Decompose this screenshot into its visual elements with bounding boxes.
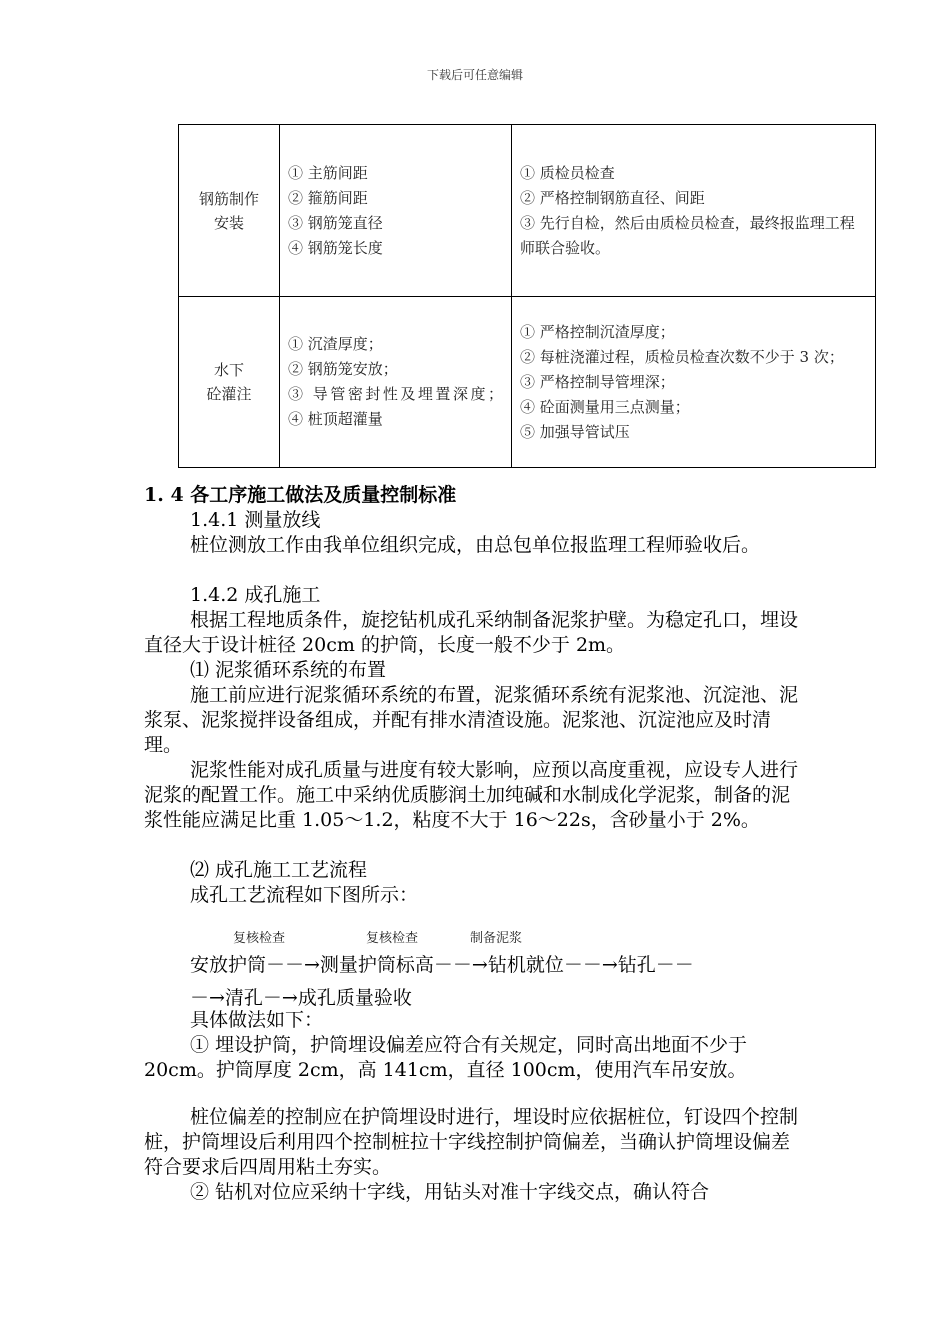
- control-measure: ⑤ 加强导管试压: [520, 422, 630, 441]
- control-measure: ④ 砼面测量用三点测量；: [520, 397, 690, 416]
- flow-label: 制备泥浆: [470, 931, 523, 946]
- process-name-line: 砼灌注: [206, 385, 252, 403]
- paragraph: 泥浆性能对成孔质量与进度有较大影响，应预以高度重视，应设专人进行泥浆的配置工作。施工中采纳优质膨润土加纯碱和水制成化学泥浆，制备的泥浆性能应满足比重 1.05～1.2，粘度不大于 16～22s，含砂量小于 2%。: [144, 759, 799, 831]
- subheading-drilling: 1.4.2 成孔施工: [190, 584, 321, 606]
- process-cell: [179, 125, 280, 297]
- process-name-line: 水下: [213, 361, 244, 379]
- paragraph: 具体做法如下：: [190, 1009, 324, 1031]
- control-item: ① 沉渣厚度；: [288, 335, 383, 353]
- process-flow-line: 安放护筒－－→测量护筒标高－－→钻机就位－－→钻孔－－: [190, 954, 694, 976]
- section-heading: 1. 4 各工序施工做法及质量控制标准: [144, 484, 457, 506]
- control-measure: ② 每桩浇灌过程，质检员检查次数不少于 3 次；: [520, 347, 844, 366]
- control-measure: ① 严格控制沉渣厚度；: [520, 322, 675, 341]
- process-name-line: 钢筋制作: [198, 189, 259, 208]
- flow-label: 复核检查: [233, 931, 286, 946]
- paragraph: 桩位偏差的控制应在护筒埋设时进行，埋设时应依据桩位，钉设四个控制桩，护筒埋设后利用四个控制桩拉十字线控制护筒偏差，当确认护筒埋设偏差符合要求后四周用粘土夯实。: [144, 1106, 799, 1178]
- control-item: ③ 钢筋笼直径: [288, 213, 383, 232]
- control-measure: ③ 先行自检，然后由质检员检查，最终报监理工程师联合验收。: [520, 213, 855, 257]
- process-flow-line: －→清孔－→成孔质量验收: [190, 987, 412, 1009]
- subheading-survey: 1.4.1 测量放线: [190, 509, 321, 531]
- control-item: ④ 桩顶超灌量: [288, 410, 383, 428]
- control-items-cell: [280, 297, 512, 468]
- flow-label: 复核检查: [366, 931, 419, 946]
- control-items-cell: [280, 125, 512, 297]
- control-item: ② 钢筋笼安放；: [288, 360, 398, 378]
- paragraph: 根据工程地质条件，旋挖钻机成孔采纳制备泥浆护壁。为稳定孔口，埋设直径大于设计桩径 20cm 的护筒，长度一般不少于 2m。: [144, 609, 799, 656]
- page-header: 下载后可任意编辑: [426, 68, 523, 82]
- control-item: ① 主筋间距: [288, 163, 368, 182]
- quality-control-table: [178, 124, 876, 468]
- paragraph: 施工前应进行泥浆循环系统的布置，泥浆循环系统有泥浆池、沉淀池、泥浆泵、泥浆搅拌设备组成，并配有排水清渣设施。泥浆池、沉淀池应及时清理。: [144, 684, 799, 756]
- paragraph: ② 钻机对位应采纳十字线，用钻头对准十字线交点，确认符合: [190, 1181, 710, 1203]
- control-measures-cell: [512, 297, 876, 468]
- control-item: ② 箍筋间距: [288, 188, 368, 207]
- control-item: ④ 钢筋笼长度: [288, 238, 383, 257]
- process-cell: [179, 297, 280, 468]
- control-item: ③ 导管密封性及埋置深度；: [288, 385, 503, 403]
- paragraph: 成孔工艺流程如下图所示：: [190, 884, 419, 906]
- process-name-line: 安装: [213, 213, 244, 232]
- table-row: [179, 125, 876, 297]
- paragraph: ① 埋设护筒，护筒埋设偏差应符合有关规定，同时高出地面不少于 20cm。护筒厚度 2cm，高 141cm，直径 100cm，使用汽车吊安放。: [144, 1034, 748, 1081]
- control-measure: ① 质检员检查: [520, 163, 615, 182]
- control-measures-cell: [512, 125, 876, 297]
- control-measure: ③ 严格控制导管埋深；: [520, 372, 675, 391]
- subheading-mud-system: ⑴ 泥浆循环系统的布置: [190, 659, 387, 681]
- subheading-process-flow: ⑵ 成孔施工工艺流程: [190, 859, 368, 881]
- paragraph: 桩位测放工作由我单位组织完成，由总包单位报监理工程师验收后。: [190, 534, 761, 556]
- table-row: [179, 297, 876, 468]
- control-measure: ② 严格控制钢筋直径、间距: [520, 188, 705, 207]
